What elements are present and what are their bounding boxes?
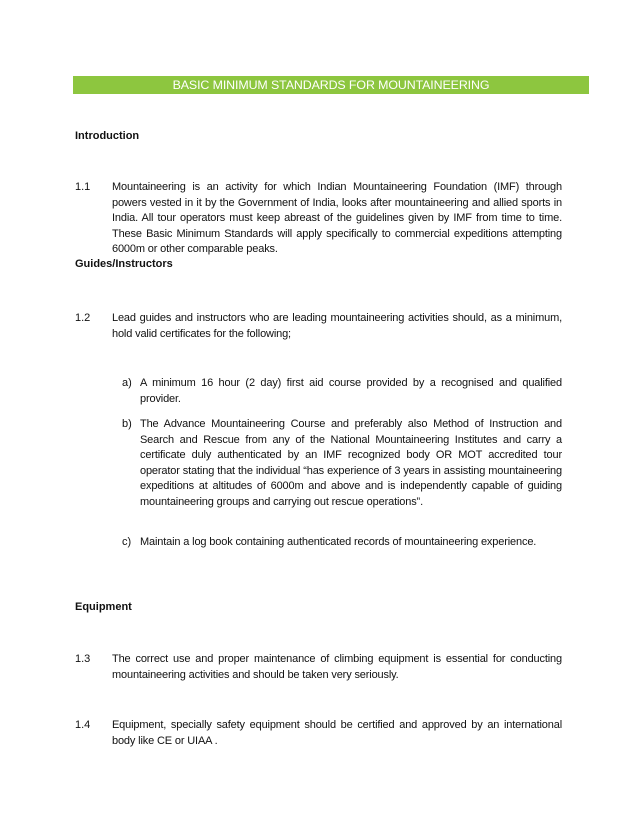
list-item-b: The Advance Mountaineering Course and preferably also Method of Instruction and Search and Rescue from any of the National Mountaineering Institutes and carry a certificate duly authenticated by an IMF recognized body OR MOT accredited tour operator stating that the individual “has experience of 3 years in assisting mountaineering expeditions at altitudes of 6000m and above and is independently capable of guiding mountaineering groups and carrying out rescue operations”. — [140, 418, 562, 508]
section-heading-introduction: Introduction — [75, 130, 140, 142]
list-item-a: A minimum 16 hour (2 day) first aid course provided by a recognised and qualified provider. — [140, 377, 562, 405]
list-item-label-c: c) — [122, 536, 132, 548]
paragraph-1-4: Equipment, specially safety equipment should be certified and approved by an international body like CE or UIAA . — [112, 719, 562, 747]
section-heading-equipment: Equipment — [75, 601, 132, 613]
document-title: BASIC MINIMUM STANDARDS FOR MOUNTAINEERING — [73, 76, 589, 94]
paragraph-1-3: The correct use and proper maintenance of climbing equipment is essential for conducting mountaineering activities and should be taken very seriously. — [112, 653, 562, 681]
list-item-label-b: b) — [122, 418, 132, 430]
section-heading-guides: Guides/Instructors — [75, 258, 173, 270]
paragraph-1-1: Mountaineering is an activity for which Indian Mountaineering Foundation (IMF) through powers vested in it by the Government of India, looks after mountaineering and allied sports in India. All tour operators must keep abreast of the guidelines given by IMF from time to time. These Basic Minimum Standards will apply specifically to commercial expeditions attempting 6000m or other comparable peaks. — [112, 181, 562, 255]
paragraph-number-1-4: 1.4 — [75, 719, 91, 731]
list-item-c: Maintain a log book containing authenticated records of mountaineering experience. — [140, 536, 537, 548]
paragraph-1-2: Lead guides and instructors who are leading mountaineering activities should, as a minimum, hold valid certificates for the following; — [112, 312, 562, 340]
list-item-label-a: a) — [122, 377, 132, 389]
paragraph-number-1-1: 1.1 — [75, 181, 91, 193]
paragraph-number-1-2: 1.2 — [75, 312, 91, 324]
paragraph-number-1-3: 1.3 — [75, 653, 91, 665]
